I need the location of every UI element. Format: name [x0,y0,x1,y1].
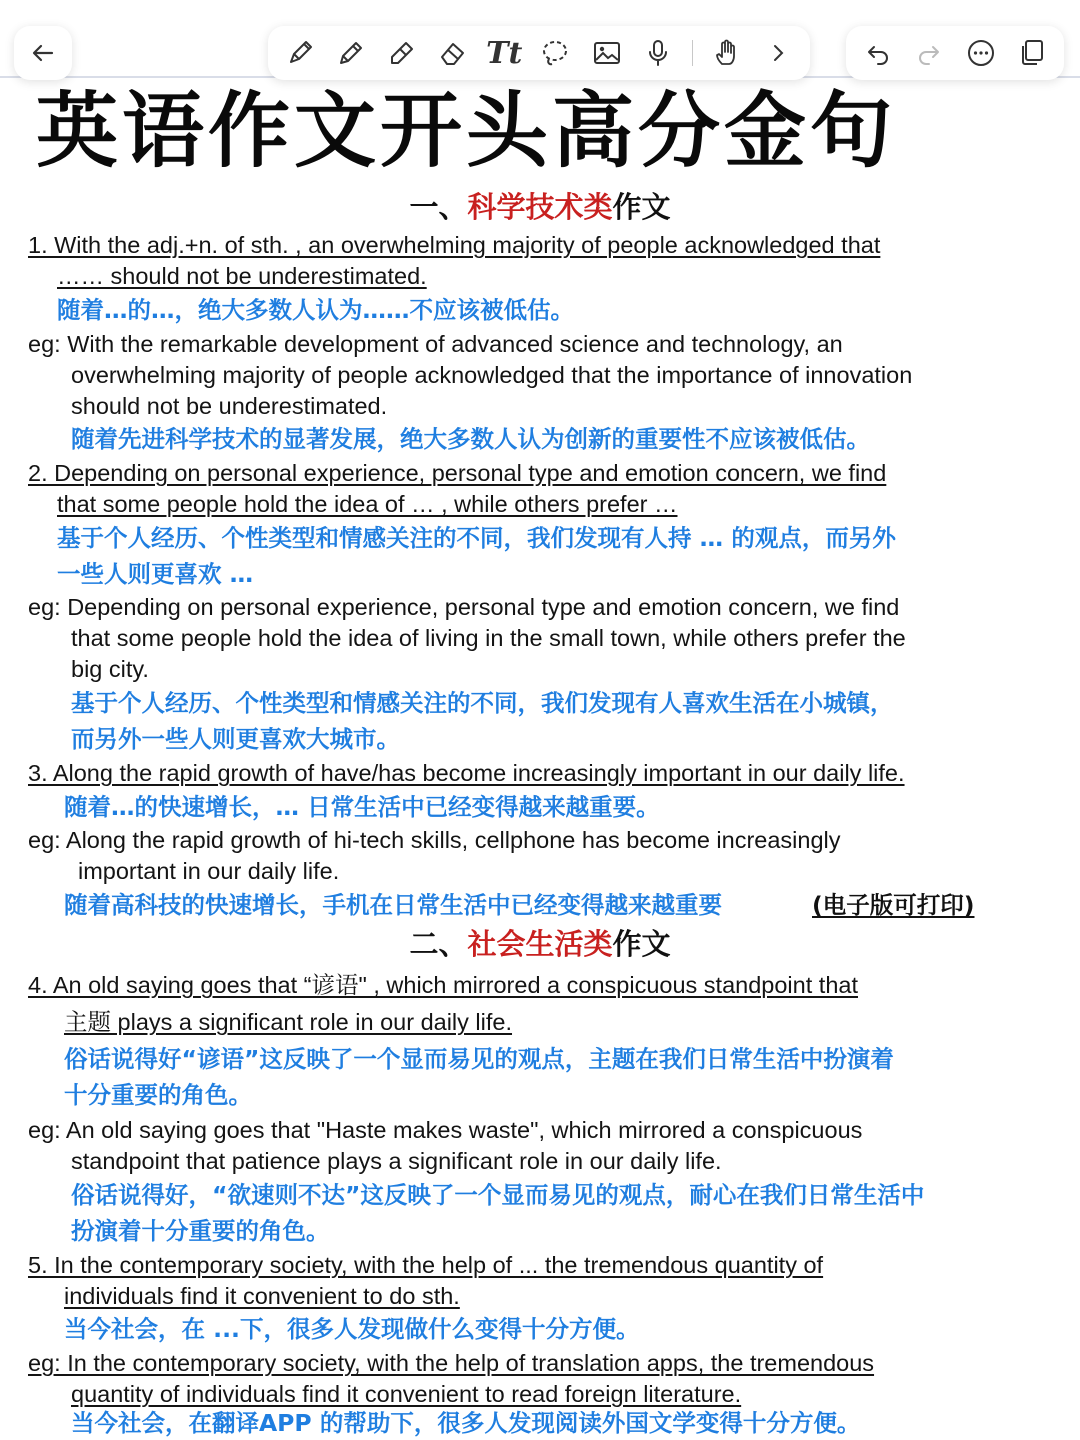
printable-note [812,888,974,922]
example-translation: 随着先进科学技术的显著发展，绝大多数人认为创新的重要性不应该被低估。 [71,425,870,453]
pattern-line: 4. An old saying goes that “谚语" , which mirrored a conspicuous standpoint that [28,972,858,998]
section-prefix: 一、 [409,192,468,224]
pattern-translation: 随着…的快速增长，… 日常生活中已经变得越来越重要。 [64,793,660,821]
example-translation: 当今社会，在翻译APP 的帮助下，很多人发现阅读外国文学变得十分方便。 [71,1409,861,1437]
example-line: standpoint that patience plays a significant role in our daily life. [71,1148,722,1174]
example-line: eg: Depending on personal experience, personal type and emotion concern, we find [28,594,900,620]
document-actions [846,26,1064,80]
eraser-icon[interactable] [436,36,470,70]
example-translation: 基于个人经历、个性类型和情感关注的不同，我们发现有人喜欢生活在小城镇， [71,689,894,717]
section-heading [0,927,1080,963]
section-suffix: 作文 [612,929,671,961]
pattern-translation: 俗话说得好“谚语”这反映了一个显而易见的观点，主题在我们日常生活中扮演着 [64,1045,894,1073]
example-line: important in our daily life. [78,858,340,884]
example-line: eg: In the contemporary society, with the help of translation apps, the tremendous [28,1350,875,1376]
section-highlight: 社会生活类 [467,929,613,961]
pattern-line: 5. In the contemporary society, with the help of ... the tremendous quantity of [28,1252,824,1278]
lasso-icon[interactable] [538,36,572,70]
arrow-left-icon [26,36,60,70]
example-translation: 而另外一些人则更喜欢大城市。 [71,725,400,753]
microphone-icon[interactable] [641,36,675,70]
undo-icon[interactable] [861,36,895,70]
highlighter-icon[interactable] [385,36,419,70]
example-translation: 扮演着十分重要的角色。 [71,1217,330,1245]
page-title: 英语作文开头高分金句 [36,84,897,179]
image-icon[interactable] [590,36,624,70]
pen-icon[interactable] [283,36,317,70]
example-line: big city. [71,656,149,682]
pattern-line: 2. Depending on personal experience, personal type and emotion concern, we find [28,460,887,486]
chevron-right-icon[interactable] [761,36,795,70]
pattern-translation: 一些人则更喜欢 … [57,560,254,588]
pattern-line: 3. Along the rapid growth of have/has become increasingly important in our daily life. [28,760,905,786]
example-line: eg: Along the rapid growth of hi-tech skills, cellphone has become increasingly [28,827,841,853]
text-tool-icon[interactable]: Tt [486,35,523,71]
back-button[interactable] [14,26,72,80]
pattern-translation: 十分重要的角色。 [64,1081,252,1109]
pencil-icon[interactable] [334,36,368,70]
pattern-translation: 基于个人经历、个性类型和情感关注的不同，我们发现有人持 … 的观点，而另外 [57,524,896,552]
redo-icon[interactable] [912,36,946,70]
example-line: quantity of individuals find it convenient to read foreign literature. [71,1381,742,1407]
hand-gesture-icon[interactable] [710,36,744,70]
section-heading [0,190,1080,226]
pattern-line: individuals find it convenient to do sth. [64,1283,460,1309]
pattern-line: …… should not be underestimated. [57,263,427,289]
example-line: should not be underestimated. [71,393,388,419]
section-prefix: 二、 [409,929,468,961]
section-suffix: 作文 [612,192,671,224]
pattern-line: 主题 plays a significant role in our daily life. [64,1009,513,1035]
example-translation: 随着高科技的快速增长，手机在日常生活中已经变得越来越重要 [64,891,722,919]
example-line: that some people hold the idea of living in the small town, while others prefer the [71,625,906,651]
drawing-toolbar [268,26,810,80]
printable-note-text: (电子版可打印) [812,891,975,919]
example-line: eg: An old saying goes that "Haste makes waste", which mirrored a conspicuous [28,1117,863,1143]
pattern-translation: 当今社会，在 ...下，很多人发现做什么变得十分方便。 [64,1315,640,1343]
pages-icon[interactable] [1015,36,1049,70]
example-line: eg: With the remarkable development of advanced science and technology, an [28,331,843,357]
toolbar-separator [692,40,693,66]
pattern-line: 1. With the adj.+n. of sth. , an overwhelming majority of people acknowledged that [28,232,881,258]
more-icon[interactable] [964,36,998,70]
section-highlight: 科学技术类 [467,192,613,224]
pattern-line: that some people hold the idea of … , while others prefer … [57,491,678,517]
example-line: overwhelming majority of people acknowledged that the importance of innovation [71,362,913,388]
pattern-translation: 随着…的…，绝大多数人认为……不应该被低估。 [57,296,574,324]
example-translation: 俗话说得好，“欲速则不达”这反映了一个显而易见的观点，耐心在我们日常生活中 [71,1181,925,1209]
